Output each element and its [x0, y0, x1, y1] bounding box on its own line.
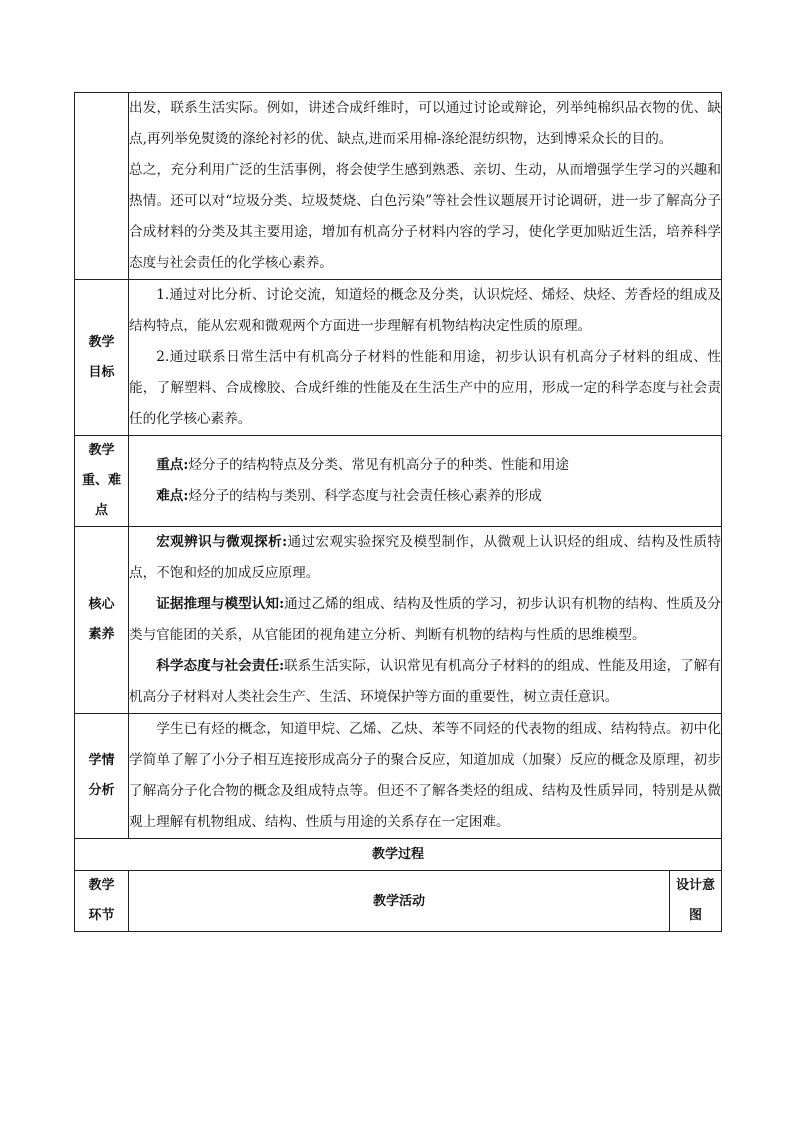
process-col-stage: 教学 环节: [75, 871, 129, 932]
objectives-row: [75, 280, 722, 436]
intro-row: [75, 93, 722, 280]
analysis-label: 学情 分析: [75, 714, 129, 839]
intro-content: [129, 93, 722, 280]
analysis-content: [129, 714, 722, 839]
keypoints-label: 教学 重、难 点: [75, 436, 129, 527]
objective-item: 2.通过联系日常生活中有机高分子材料的性能和用途，初步认识有机高分子材料的组成、性能，了解塑料、合成橡胶、合成纤维的性能及在生活生产中的应用，形成一定的科学态度与社会责任的化学核心素养。: [129, 349, 721, 427]
intro-paragraph: 出发，联系生活实际。例如，讲述合成纤维时，可以通过讨论或辩论，列举纯棉织品衣物的优、缺点,再列举免熨烫的涤纶衬衫的优、缺点,进而采用棉-涤纶混纺织物，达到博采众长的目的。: [129, 100, 721, 147]
literacy-row: [75, 527, 722, 714]
analysis-text: 学生已有烃的概念，知道甲烷、乙烯、乙炔、苯等不同烃的代表物的组成、结构特点。初中化学简单了解了小分子相互连接形成高分子的聚合反应，知道加成（加聚）反应的概念及原理，初步了解高分子化合物的概念及组成特点等。但还不了解各类烃的组成、结构及性质异同，特别是从微观上理解有机物组成、结构、性质与用途的关系存在一定困难。: [129, 721, 721, 830]
keypoints-row: [75, 436, 722, 527]
intro-label-cell: [75, 93, 129, 280]
objective-item: 1.通过对比分析、讨论交流，知道烃的概念及分类，认识烷烃、烯烃、炔烃、芳香烃的组成及结构特点，能从宏观和微观两个方面进一步理解有机物结构决定性质的原理。: [129, 287, 721, 334]
difficult-point: 难点:烃分子的结构与类别、科学态度与社会责任核心素养的形成: [156, 488, 542, 504]
literacy-content: [129, 527, 722, 714]
objectives-label: 教学 目标: [75, 280, 129, 436]
analysis-row: [75, 714, 722, 839]
literacy-item: 科学态度与社会责任:联系生活实际，认识常见有机高分子材料的的组成、性能及用途，了解有机高分子材料对人类社会生产、生活、环境保护等方面的重要性，树立责任意识。: [129, 658, 721, 705]
keypoints-content: [129, 436, 722, 527]
process-title: 教学过程: [75, 839, 722, 871]
objectives-content: [129, 280, 722, 436]
key-point: 重点:烃分子的结构特点及分类、常见有机高分子的种类、性能和用途: [156, 457, 570, 473]
intro-paragraph: 总之，充分利用广泛的生活事例，将会使学生感到熟悉、亲切、生动，从而增强学生学习的兴趣和热情。还可以对“垃圾分类、垃圾焚烧、白色污染”等社会性议题展开讨论调研，进一步了解高分子合成材料的分类及其主要用途，增加有机高分子材料内容的学习，使化学更加贴近生活，培养科学态度与社会责任的化学核心素养。: [129, 162, 721, 271]
literacy-item: 宏观辨识与微观探析:通过宏观实验探究及模型制作，从微观上认识烃的组成、结构及性质特点，不饱和烃的加成反应原理。: [129, 534, 721, 581]
process-col-design: 设计意 图: [669, 871, 721, 932]
lesson-plan-table: [74, 92, 722, 932]
process-title-row: [75, 839, 722, 871]
literacy-label: 核心 素养: [75, 527, 129, 714]
process-col-activity: 教学活动: [129, 871, 670, 932]
literacy-item: 证据推理与模型认知:通过乙烯的组成、结构及性质的学习，初步认识有机物的结构、性质及分类与官能团的关系，从官能团的视角建立分析、判断有机物的结构与性质的思维模型。: [129, 596, 721, 643]
process-header-row: [75, 871, 722, 932]
